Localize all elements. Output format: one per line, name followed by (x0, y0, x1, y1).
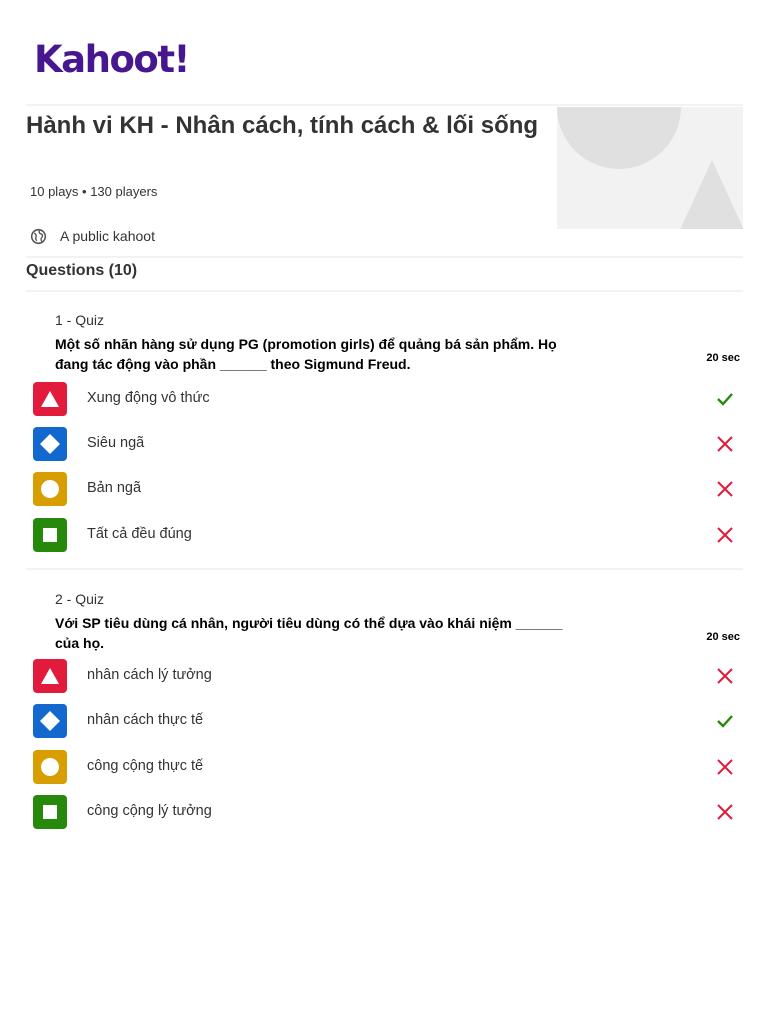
triangle-shape-decoration (680, 160, 743, 229)
cross-icon (715, 757, 735, 777)
answer-option (33, 472, 743, 506)
answer-text: nhân cách thực tế (87, 712, 204, 728)
time-limit: 20 sec (706, 352, 740, 364)
cross-icon (715, 525, 735, 545)
answer-option (33, 518, 743, 552)
answer-option (33, 659, 743, 693)
triangle-icon (33, 382, 67, 416)
cross-icon (715, 479, 735, 499)
cross-icon (715, 666, 735, 686)
divider (26, 256, 743, 258)
divider (26, 568, 743, 570)
kahoot-logo[interactable]: Kahoot! (34, 38, 189, 81)
circle-icon (33, 750, 67, 784)
question-type-label: 1 - Quiz (55, 312, 105, 328)
answer-text: công cộng thực tế (87, 758, 204, 774)
divider (26, 104, 743, 106)
answer-text: Tất cả đều đúng (87, 526, 192, 542)
cover-image-placeholder (557, 107, 743, 229)
diamond-icon (33, 427, 67, 461)
questions-header: Questions (10) (26, 262, 138, 279)
question-type-label: 2 - Quiz (55, 591, 105, 607)
answer-option (33, 795, 743, 829)
answer-text: công cộng lý tưởng (87, 803, 212, 819)
check-icon (715, 389, 735, 409)
answer-text: Siêu ngã (87, 435, 145, 451)
square-icon (33, 518, 67, 552)
answer-option (33, 750, 743, 784)
divider (26, 290, 743, 292)
answer-option (33, 704, 743, 738)
question-text: Một số nhãn hàng sử dụng PG (promotion girls) để quảng bá sản phẩm. Họ đang tác động vào phần ______ theo Sigmund Freud. (55, 336, 557, 372)
diamond-icon (33, 704, 67, 738)
answer-text: Xung động vô thức (87, 390, 210, 406)
answer-text: nhân cách lý tưởng (87, 667, 212, 683)
kahoot-title: Hành vi KH - Nhân cách, tính cách & lối sống (26, 112, 539, 139)
visibility-row (26, 226, 155, 246)
time-limit: 20 sec (706, 631, 740, 643)
answer-text: Bản ngã (87, 480, 142, 496)
question-text: Với SP tiêu dùng cá nhân, người tiêu dùng có thể dựa vào khái niệm ______ của họ. (55, 615, 563, 651)
cross-icon (715, 802, 735, 822)
answer-option (33, 427, 743, 461)
circle-icon (33, 472, 67, 506)
triangle-icon (33, 659, 67, 693)
square-icon (33, 795, 67, 829)
circle-shape-decoration (557, 107, 681, 169)
play-stats: 10 plays • 130 players (30, 184, 158, 199)
answer-option (33, 382, 743, 416)
check-icon (715, 711, 735, 731)
cross-icon (715, 434, 735, 454)
globe-icon (30, 228, 47, 245)
visibility-label: A public kahoot (60, 228, 155, 244)
